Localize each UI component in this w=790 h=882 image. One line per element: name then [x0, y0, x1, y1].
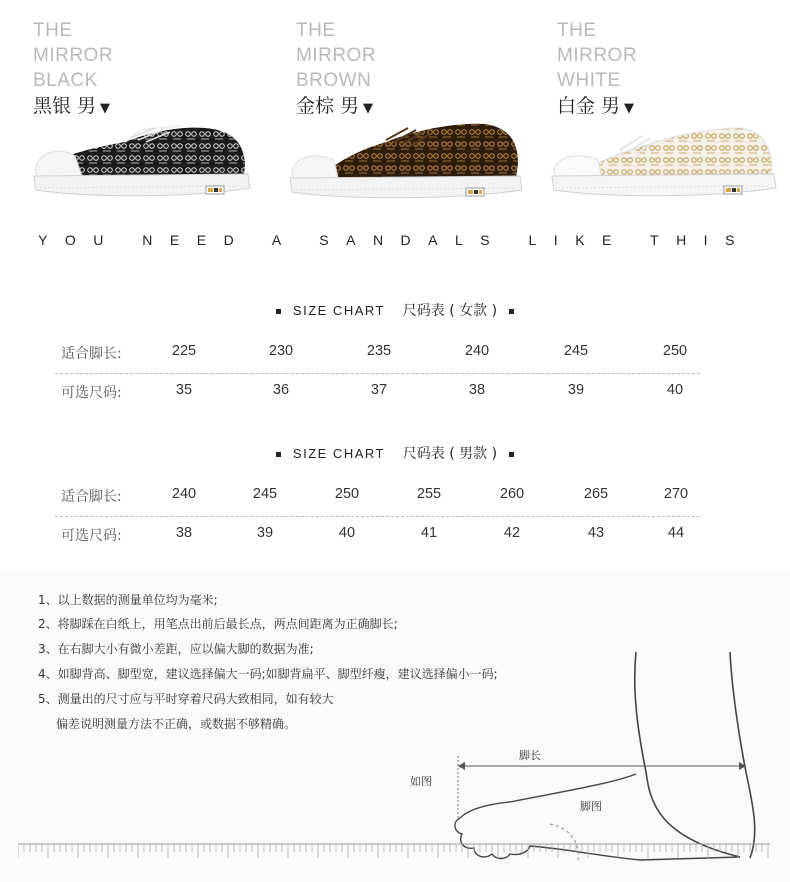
size-chart-women-title	[0, 300, 790, 320]
table-cell: 250	[662, 343, 688, 359]
square-bullet-icon	[509, 452, 514, 457]
table-cell: 44	[667, 525, 685, 541]
table-cell: 225	[171, 343, 197, 359]
table-cell: 39	[567, 382, 585, 398]
ruler-graphic	[18, 843, 770, 861]
foot-drawing-label: 脚图	[580, 800, 602, 813]
table-cell: 255	[416, 486, 442, 502]
variant-brown	[296, 18, 526, 122]
foot-length-label: 脚长	[519, 749, 541, 762]
row-label: 可选尺码:	[61, 528, 122, 544]
size-chart-cn: 尺码表 ( 女款 )	[402, 303, 498, 319]
table-cell: 39	[256, 525, 274, 541]
triangle-down-icon: ▼	[624, 101, 635, 116]
table-cell: 40	[338, 525, 356, 541]
variant-name: 白金 男	[557, 95, 621, 117]
as-shown-label: 如图	[410, 775, 432, 788]
variant-line: THE	[557, 20, 597, 41]
table-row-size	[55, 372, 700, 408]
square-bullet-icon	[276, 309, 281, 314]
row-label: 适合脚长:	[61, 346, 122, 362]
row-label: 可选尺码:	[61, 385, 122, 401]
note-item: 偏差说明测量方法不正确，或数据不够精确。	[56, 717, 297, 731]
table-cell: 43	[587, 525, 605, 541]
tagline: YOU NEED A SANDALS LIKE THIS	[38, 232, 752, 248]
variant-line: BROWN	[296, 70, 372, 91]
table-cell: 250	[334, 486, 360, 502]
variant-white	[557, 18, 787, 122]
table-cell: 240	[171, 486, 197, 502]
table-cell: 37	[370, 382, 388, 398]
row-label: 适合脚长:	[61, 489, 122, 505]
table-cell: 245	[563, 343, 589, 359]
shoe-white-image	[550, 120, 782, 208]
table-row-size	[55, 515, 700, 551]
triangle-down-icon: ▼	[100, 101, 111, 116]
variant-name: 金棕 男	[296, 95, 360, 117]
table-cell: 40	[666, 382, 684, 398]
table-cell: 42	[503, 525, 521, 541]
variant-line: MIRROR	[557, 45, 638, 66]
variant-line: MIRROR	[296, 45, 377, 66]
table-cell: 36	[272, 382, 290, 398]
table-cell: 265	[583, 486, 609, 502]
table-cell: 41	[420, 525, 438, 541]
table-row-foot-length	[55, 333, 700, 369]
table-cell: 38	[468, 382, 486, 398]
variant-line: WHITE	[557, 70, 621, 91]
triangle-down-icon: ▼	[363, 101, 374, 116]
size-chart-label: SIZE CHART	[292, 303, 385, 318]
square-bullet-icon	[276, 452, 281, 457]
table-cell: 260	[499, 486, 525, 502]
square-bullet-icon	[509, 309, 514, 314]
variant-black	[33, 18, 263, 122]
table-cell: 245	[252, 486, 278, 502]
note-item: 1、以上数据的测量单位均为毫米;	[38, 593, 218, 607]
size-chart-label: SIZE CHART	[292, 446, 385, 461]
table-cell: 38	[175, 525, 193, 541]
variant-name: 黑银 男	[33, 95, 97, 117]
measurement-notes-panel	[0, 572, 790, 882]
foot-diagram	[400, 652, 780, 872]
note-item: 3、在右脚大小有微小差距，应以偏大脚的数据为准;	[38, 642, 314, 656]
shoe-black-image	[30, 118, 260, 210]
table-row-foot-length	[55, 476, 700, 512]
table-cell: 240	[464, 343, 490, 359]
variant-line: BLACK	[33, 70, 98, 91]
table-cell: 270	[663, 486, 689, 502]
variant-line: THE	[296, 20, 336, 41]
note-item: 4、如脚背高、脚型宽，建议选择偏大一码;如脚背扁平、脚型纤瘦，建议选择偏小一码;	[38, 667, 498, 681]
size-chart-men-title	[0, 443, 790, 463]
table-cell: 35	[175, 382, 193, 398]
size-chart-cn: 尺码表 ( 男款 )	[402, 446, 498, 462]
variant-line: MIRROR	[33, 45, 114, 66]
note-item: 2、将脚踩在白纸上，用笔点出前后最长点，两点间距离为正确脚长;	[38, 617, 398, 631]
table-cell: 235	[366, 343, 392, 359]
note-item: 5、测量出的尺寸应与平时穿着尺码大致相同，如有较大	[38, 692, 334, 706]
variant-line: THE	[33, 20, 73, 41]
table-cell: 230	[268, 343, 294, 359]
shoe-brown-image	[286, 116, 526, 208]
